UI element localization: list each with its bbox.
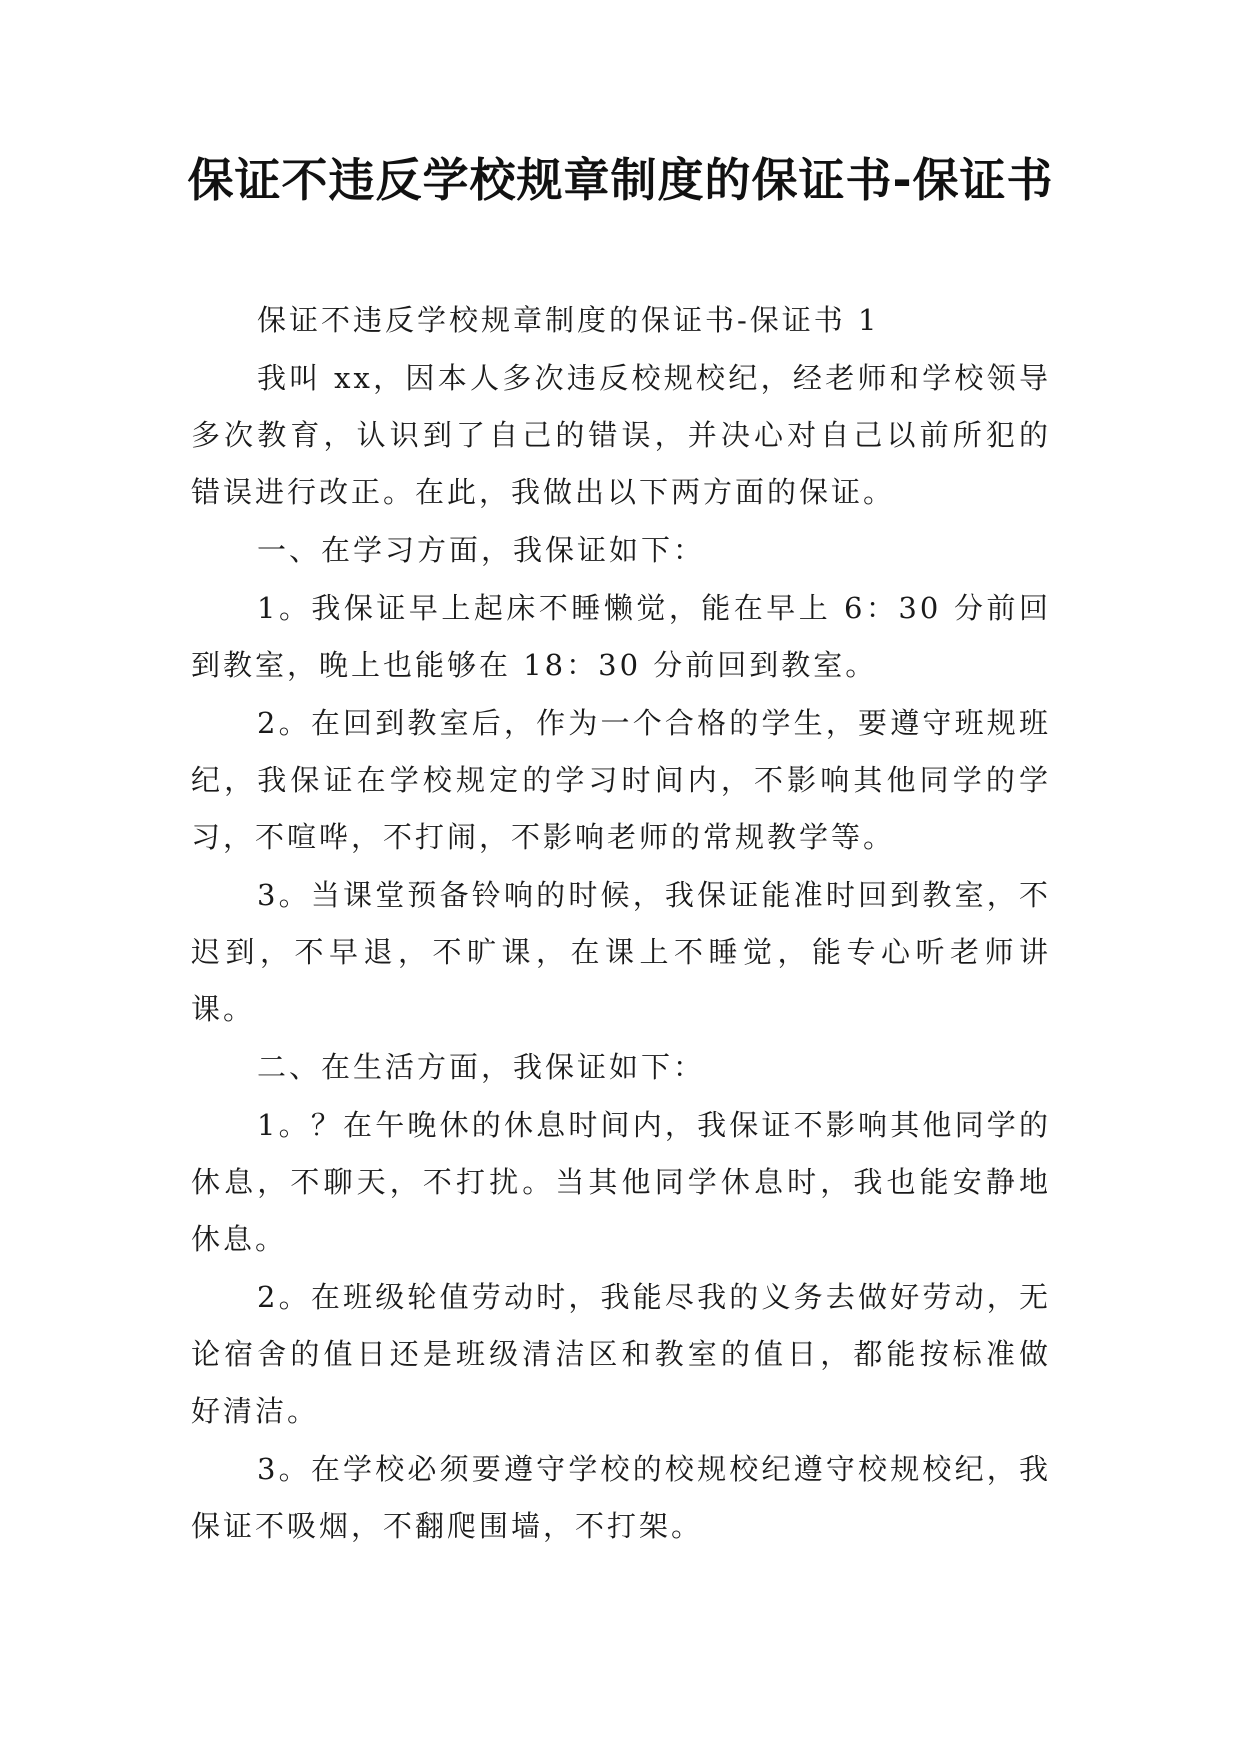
intro-paragraph: 我叫 xx，因本人多次违反校规校纪，经老师和学校领导多次教育，认识到了自己的错误，并决心对自己以前所犯的错误进行改正。在此，我做出以下两方面的保证。 [191, 361, 1051, 509]
life-item-3: 3。在学校必须要遵守学校的校规校纪遵守校规校纪，我保证不吸烟，不翻爬围墙，不打架。 [191, 1452, 1051, 1543]
section-heading-life: 二、在生活方面，我保证如下： [257, 1050, 706, 1084]
study-item-2: 2。在回到教室后，作为一个合格的学生，要遵守班规班纪，我保证在学校规定的学习时间内，不影响其他同学的学习，不喧哗，不打闹，不影响老师的常规教学等。 [191, 706, 1051, 854]
document-title: 保证不违反学校规章制度的保证书-保证书 [187, 153, 1054, 207]
subtitle-paragraph: 保证不违反学校规章制度的保证书-保证书 1 [257, 303, 880, 337]
life-item-1: 1。？在午晚休的休息时间内，我保证不影响其他同学的休息，不聊天，不打扰。当其他同学休息时，我也能安静地休息。 [191, 1108, 1051, 1256]
study-item-3: 3。当课堂预备铃响的时候，我保证能准时回到教室，不迟到，不早退，不旷课，在课上不睡觉，能专心听老师讲课。 [191, 878, 1051, 1026]
document-body [191, 292, 1051, 1556]
study-item-1: 1。我保证早上起床不睡懒觉，能在早上 6：30 分前回到教室，晚上也能够在 18：30 分前回到教室。 [191, 591, 1051, 682]
life-item-2: 2。在班级轮值劳动时，我能尽我的义务去做好劳动，无论宿舍的值日还是班级清洁区和教室的值日，都能按标准做好清洁。 [191, 1280, 1051, 1428]
section-heading-study: 一、在学习方面，我保证如下： [257, 533, 706, 567]
